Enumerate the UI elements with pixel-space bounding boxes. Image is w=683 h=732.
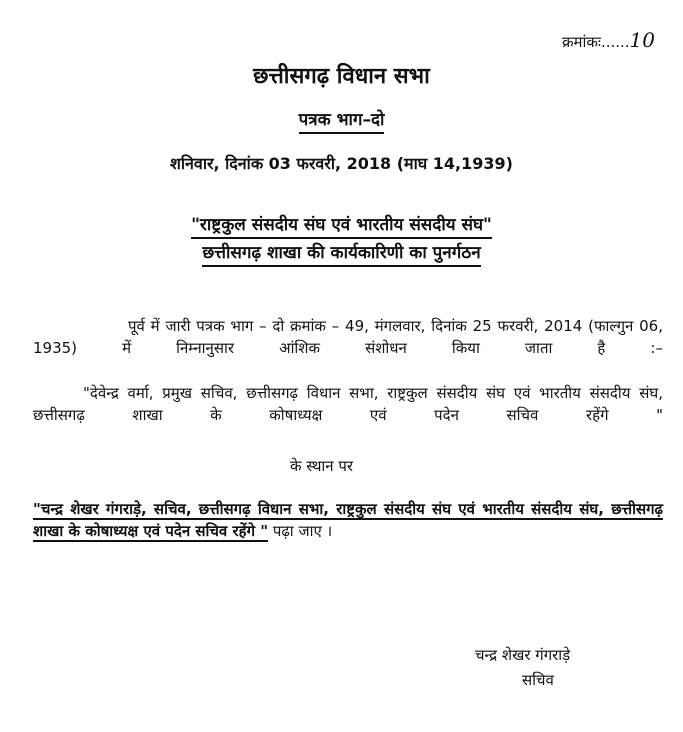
paragraph-amendment-text: पूर्व में जारी पत्रक भाग – दो क्रमांक – 49, मंगलवार, दिनांक 25 फरवरी, 2014 (फाल्गुन 06, 1935) में निम्नानुसार आंशिक संशोधन किया जाता है :– xyxy=(33,317,663,357)
serial-value: 10 xyxy=(629,28,655,52)
paragraph-old-text-content: "देवेन्द्र वर्मा, प्रमुख सचिव, छत्तीसगढ़ विधान सभा, राष्ट्रकुल संसदीय संघ एवं भारतीय संसदीय संघ, छत्तीसगढ़ शाखा के कोषाध्यक्ष एवं पदेन सचिव रहेंगे " xyxy=(33,384,663,424)
subject-line-1 xyxy=(0,212,683,235)
paragraph-new-text-tail: पढ़ा जाए । xyxy=(268,522,333,540)
document-date: शनिवार, दिनांक 03 फरवरी, 2018 (माघ 14,1939) xyxy=(170,154,513,173)
serial-label: क्रमांकः xyxy=(562,33,601,51)
document-part-text: पत्रक भाग–दो xyxy=(299,110,385,134)
document-title: छत्तीसगढ़ विधान सभा xyxy=(253,64,430,89)
paragraph-instead-of: के स्थान पर xyxy=(290,457,354,475)
subject-line-1-text: "राष्ट्रकुल संसदीय संघ एवं भारतीय संसदीय संघ" xyxy=(191,215,492,239)
signature-designation: सचिव xyxy=(522,671,554,689)
paragraph-old-text xyxy=(33,382,663,426)
paragraph-new-text-quote: "चन्द्र शेखर गंगराड़े, सचिव, छत्तीसगढ़ विधान सभा, राष्ट्रकुल संसदीय संघ एवं भारतीय संसदीय संघ, छत्तीसगढ़ शाखा के कोषाध्यक्ष एवं पदेन सचिव रहेंगे " xyxy=(33,500,663,540)
serial-dots: ...... xyxy=(600,33,630,51)
document-part xyxy=(0,107,683,130)
subject-line-2 xyxy=(0,240,683,263)
paragraph-new-text xyxy=(33,498,663,542)
paragraph-amendment xyxy=(33,315,663,359)
signature-name: चन्द्र शेखर गंगराड़े xyxy=(475,646,571,664)
subject-line-2-text: छत्तीसगढ़ शाखा की कार्यकारिणी का पुनर्गठन xyxy=(202,243,480,267)
serial-number xyxy=(562,28,655,52)
